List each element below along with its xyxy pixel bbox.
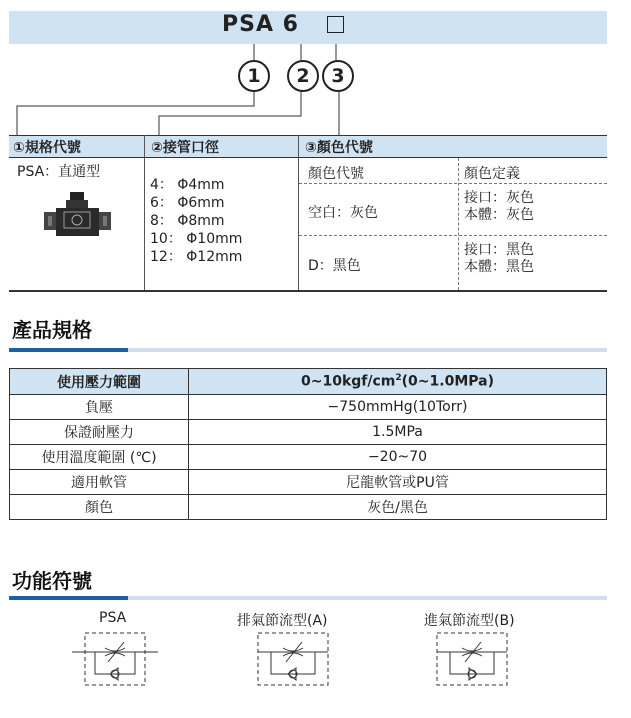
marker-3: 3 — [322, 60, 354, 92]
color-def-black-body: 本體：黑色 — [464, 259, 534, 275]
spec-label-tubing: 適用軟管 — [10, 470, 189, 495]
color-def-head: 顏色定義 — [464, 166, 520, 182]
spec-section-title: 產品規格 — [12, 318, 92, 342]
port-size-12: 12： Φ12mm — [150, 249, 243, 265]
spec-value-proof-pressure: 1.5MPa — [189, 420, 607, 445]
port-size-6: 6： Φ6mm — [150, 195, 225, 211]
symbol-section-accent — [9, 596, 128, 600]
model-code: PSA 6 — [222, 12, 299, 37]
port-size-list — [150, 176, 242, 266]
port-size-4: 4： Φ4mm — [150, 177, 225, 193]
symbol-label-intake: 進氣節流型(B) — [424, 613, 515, 629]
spec-label-proof-pressure: 保證耐壓力 — [10, 420, 189, 445]
color-def-black — [464, 242, 534, 276]
port-size-8: 8： Φ8mm — [150, 213, 225, 229]
spec-label-negative-pressure: 負壓 — [10, 395, 189, 420]
color-code-blank: 空白：灰色 — [308, 205, 378, 221]
color-def-grey — [464, 190, 534, 224]
color-def-black-port: 接口：黑色 — [464, 242, 534, 258]
spec-section-accent — [9, 348, 128, 352]
table-row — [10, 495, 607, 520]
color-code-head: 顏色代號 — [308, 166, 364, 182]
header-port-size: ②接管口徑 — [151, 140, 219, 156]
spec-value-tubing: 尼龍軟管或PU管 — [189, 470, 607, 495]
spec-code-psa: PSA：直通型 — [17, 164, 101, 180]
flow-control-symbol-exhaust — [253, 630, 343, 690]
spec-value-color: 灰色/黑色 — [189, 495, 607, 520]
header-spec-code: ①規格代號 — [13, 140, 81, 156]
symbol-label-psa: PSA — [99, 610, 127, 626]
spec-header-label: 使用壓力範圍 — [10, 369, 189, 395]
flow-control-symbol-intake — [432, 630, 522, 690]
spec-label-temperature: 使用溫度範圍 (℃) — [10, 445, 189, 470]
spec-table — [9, 368, 607, 520]
color-def-grey-port: 接口：灰色 — [464, 190, 534, 206]
flow-control-symbol-psa — [70, 630, 160, 690]
spec-value-negative-pressure: −750mmHg(10Torr) — [189, 395, 607, 420]
color-def-grey-body: 本體：灰色 — [464, 207, 534, 223]
spec-label-color: 顏色 — [10, 495, 189, 520]
table-row — [10, 420, 607, 445]
table-row — [10, 395, 607, 420]
spec-header-value: $0\sim 10kgf/cm^2(0\sim 1.0MPa)$ — [189, 369, 607, 395]
header-color-code: ③顏色代號 — [305, 140, 373, 156]
marker-2: 2 — [287, 60, 319, 92]
port-size-10: 10： Φ10mm — [150, 231, 243, 247]
spec-table-header — [10, 369, 607, 395]
color-code-d: D：黑色 — [308, 258, 361, 274]
table-row — [10, 470, 607, 495]
product-image — [40, 190, 115, 245]
symbol-section-title: 功能符號 — [12, 569, 92, 593]
marker-1: 1 — [238, 60, 270, 92]
symbol-label-exhaust: 排氣節流型(A) — [237, 613, 328, 629]
spec-value-temperature: −20~70 — [189, 445, 607, 470]
table-row — [10, 445, 607, 470]
